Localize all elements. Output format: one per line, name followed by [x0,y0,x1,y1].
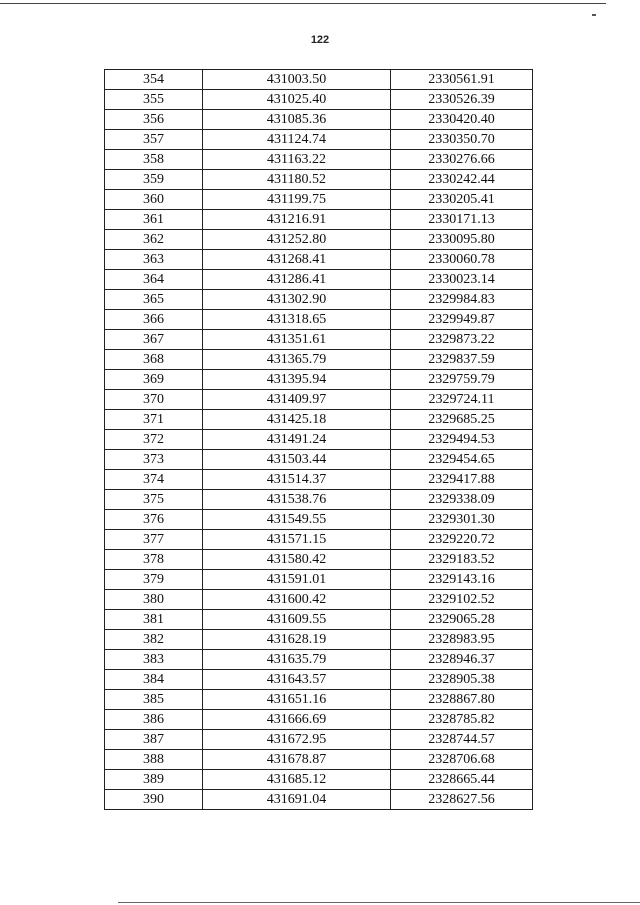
point-number-cell: 374 [105,470,203,490]
easting-cell: 431180.52 [203,170,391,190]
point-number-cell: 367 [105,330,203,350]
table-row [105,250,533,270]
point-number-cell: 356 [105,110,203,130]
northing-cell: 2329724.11 [391,390,533,410]
point-number-cell: 354 [105,70,203,90]
table-row [105,570,533,590]
northing-cell: 2330060.78 [391,250,533,270]
northing-cell: 2329220.72 [391,530,533,550]
table-row [105,350,533,370]
easting-cell: 431163.22 [203,150,391,170]
point-number-cell: 389 [105,770,203,790]
northing-cell: 2330561.91 [391,70,533,90]
table-row [105,710,533,730]
northing-cell: 2328665.44 [391,770,533,790]
easting-cell: 431216.91 [203,210,391,230]
point-number-cell: 376 [105,510,203,530]
northing-cell: 2329949.87 [391,310,533,330]
point-number-cell: 375 [105,490,203,510]
table-row [105,650,533,670]
northing-cell: 2329759.79 [391,370,533,390]
table-row [105,130,533,150]
easting-cell: 431252.80 [203,230,391,250]
northing-cell: 2328905.38 [391,670,533,690]
easting-cell: 431691.04 [203,790,391,810]
page-number: 122 [310,34,330,46]
easting-cell: 431365.79 [203,350,391,370]
point-number-cell: 372 [105,430,203,450]
easting-cell: 431643.57 [203,670,391,690]
point-number-cell: 385 [105,690,203,710]
northing-cell: 2328627.56 [391,790,533,810]
easting-cell: 431425.18 [203,410,391,430]
table-row [105,190,533,210]
point-number-cell: 368 [105,350,203,370]
northing-cell: 2330276.66 [391,150,533,170]
easting-cell: 431635.79 [203,650,391,670]
bottom-rule [118,902,640,903]
point-number-cell: 359 [105,170,203,190]
point-number-cell: 382 [105,630,203,650]
northing-cell: 2328867.80 [391,690,533,710]
northing-cell: 2329417.88 [391,470,533,490]
point-number-cell: 377 [105,530,203,550]
easting-cell: 431672.95 [203,730,391,750]
northing-cell: 2329837.59 [391,350,533,370]
table-row [105,370,533,390]
easting-cell: 431503.44 [203,450,391,470]
table-row [105,330,533,350]
table-row [105,390,533,410]
table-row [105,610,533,630]
northing-cell: 2329065.28 [391,610,533,630]
table-row [105,510,533,530]
easting-cell: 431395.94 [203,370,391,390]
table-row [105,490,533,510]
table-row [105,470,533,490]
point-number-cell: 366 [105,310,203,330]
easting-cell: 431085.36 [203,110,391,130]
easting-cell: 431685.12 [203,770,391,790]
table-row [105,210,533,230]
coordinates-table [104,69,533,810]
easting-cell: 431286.41 [203,270,391,290]
easting-cell: 431580.42 [203,550,391,570]
easting-cell: 431124.74 [203,130,391,150]
easting-cell: 431600.42 [203,590,391,610]
point-number-cell: 361 [105,210,203,230]
point-number-cell: 379 [105,570,203,590]
scan-mark [592,14,596,16]
point-number-cell: 390 [105,790,203,810]
easting-cell: 431609.55 [203,610,391,630]
northing-cell: 2328706.68 [391,750,533,770]
point-number-cell: 373 [105,450,203,470]
easting-cell: 431538.76 [203,490,391,510]
coordinates-table-body [105,70,533,810]
northing-cell: 2328983.95 [391,630,533,650]
point-number-cell: 380 [105,590,203,610]
point-number-cell: 378 [105,550,203,570]
table-row [105,110,533,130]
point-number-cell: 360 [105,190,203,210]
point-number-cell: 370 [105,390,203,410]
easting-cell: 431591.01 [203,570,391,590]
table-row [105,90,533,110]
northing-cell: 2330420.40 [391,110,533,130]
table-row [105,630,533,650]
table-row [105,730,533,750]
easting-cell: 431025.40 [203,90,391,110]
northing-cell: 2329454.65 [391,450,533,470]
table-row [105,450,533,470]
northing-cell: 2329338.09 [391,490,533,510]
table-row [105,270,533,290]
easting-cell: 431678.87 [203,750,391,770]
northing-cell: 2328946.37 [391,650,533,670]
table-row [105,170,533,190]
northing-cell: 2329301.30 [391,510,533,530]
point-number-cell: 357 [105,130,203,150]
northing-cell: 2329984.83 [391,290,533,310]
table-row [105,410,533,430]
northing-cell: 2329102.52 [391,590,533,610]
table-row [105,290,533,310]
table-row [105,750,533,770]
table-row [105,590,533,610]
table-row [105,530,533,550]
point-number-cell: 369 [105,370,203,390]
northing-cell: 2330526.39 [391,90,533,110]
northing-cell: 2329873.22 [391,330,533,350]
easting-cell: 431003.50 [203,70,391,90]
easting-cell: 431571.15 [203,530,391,550]
table-row [105,430,533,450]
table-row [105,670,533,690]
easting-cell: 431491.24 [203,430,391,450]
point-number-cell: 387 [105,730,203,750]
easting-cell: 431409.97 [203,390,391,410]
point-number-cell: 364 [105,270,203,290]
easting-cell: 431514.37 [203,470,391,490]
point-number-cell: 371 [105,410,203,430]
point-number-cell: 381 [105,610,203,630]
easting-cell: 431666.69 [203,710,391,730]
easting-cell: 431549.55 [203,510,391,530]
easting-cell: 431651.16 [203,690,391,710]
northing-cell: 2330205.41 [391,190,533,210]
northing-cell: 2328785.82 [391,710,533,730]
northing-cell: 2329685.25 [391,410,533,430]
easting-cell: 431199.75 [203,190,391,210]
easting-cell: 431302.90 [203,290,391,310]
point-number-cell: 388 [105,750,203,770]
northing-cell: 2330350.70 [391,130,533,150]
northing-cell: 2329183.52 [391,550,533,570]
point-number-cell: 362 [105,230,203,250]
easting-cell: 431351.61 [203,330,391,350]
top-rule [0,3,606,4]
table-row [105,770,533,790]
table-row [105,310,533,330]
table-row [105,150,533,170]
northing-cell: 2328744.57 [391,730,533,750]
table-row [105,550,533,570]
northing-cell: 2330095.80 [391,230,533,250]
point-number-cell: 355 [105,90,203,110]
northing-cell: 2329143.16 [391,570,533,590]
point-number-cell: 386 [105,710,203,730]
table-row [105,690,533,710]
point-number-cell: 383 [105,650,203,670]
table-row [105,790,533,810]
point-number-cell: 365 [105,290,203,310]
point-number-cell: 358 [105,150,203,170]
northing-cell: 2329494.53 [391,430,533,450]
table-row [105,70,533,90]
table-row [105,230,533,250]
easting-cell: 431318.65 [203,310,391,330]
point-number-cell: 384 [105,670,203,690]
northing-cell: 2330171.13 [391,210,533,230]
northing-cell: 2330242.44 [391,170,533,190]
easting-cell: 431628.19 [203,630,391,650]
point-number-cell: 363 [105,250,203,270]
easting-cell: 431268.41 [203,250,391,270]
northing-cell: 2330023.14 [391,270,533,290]
